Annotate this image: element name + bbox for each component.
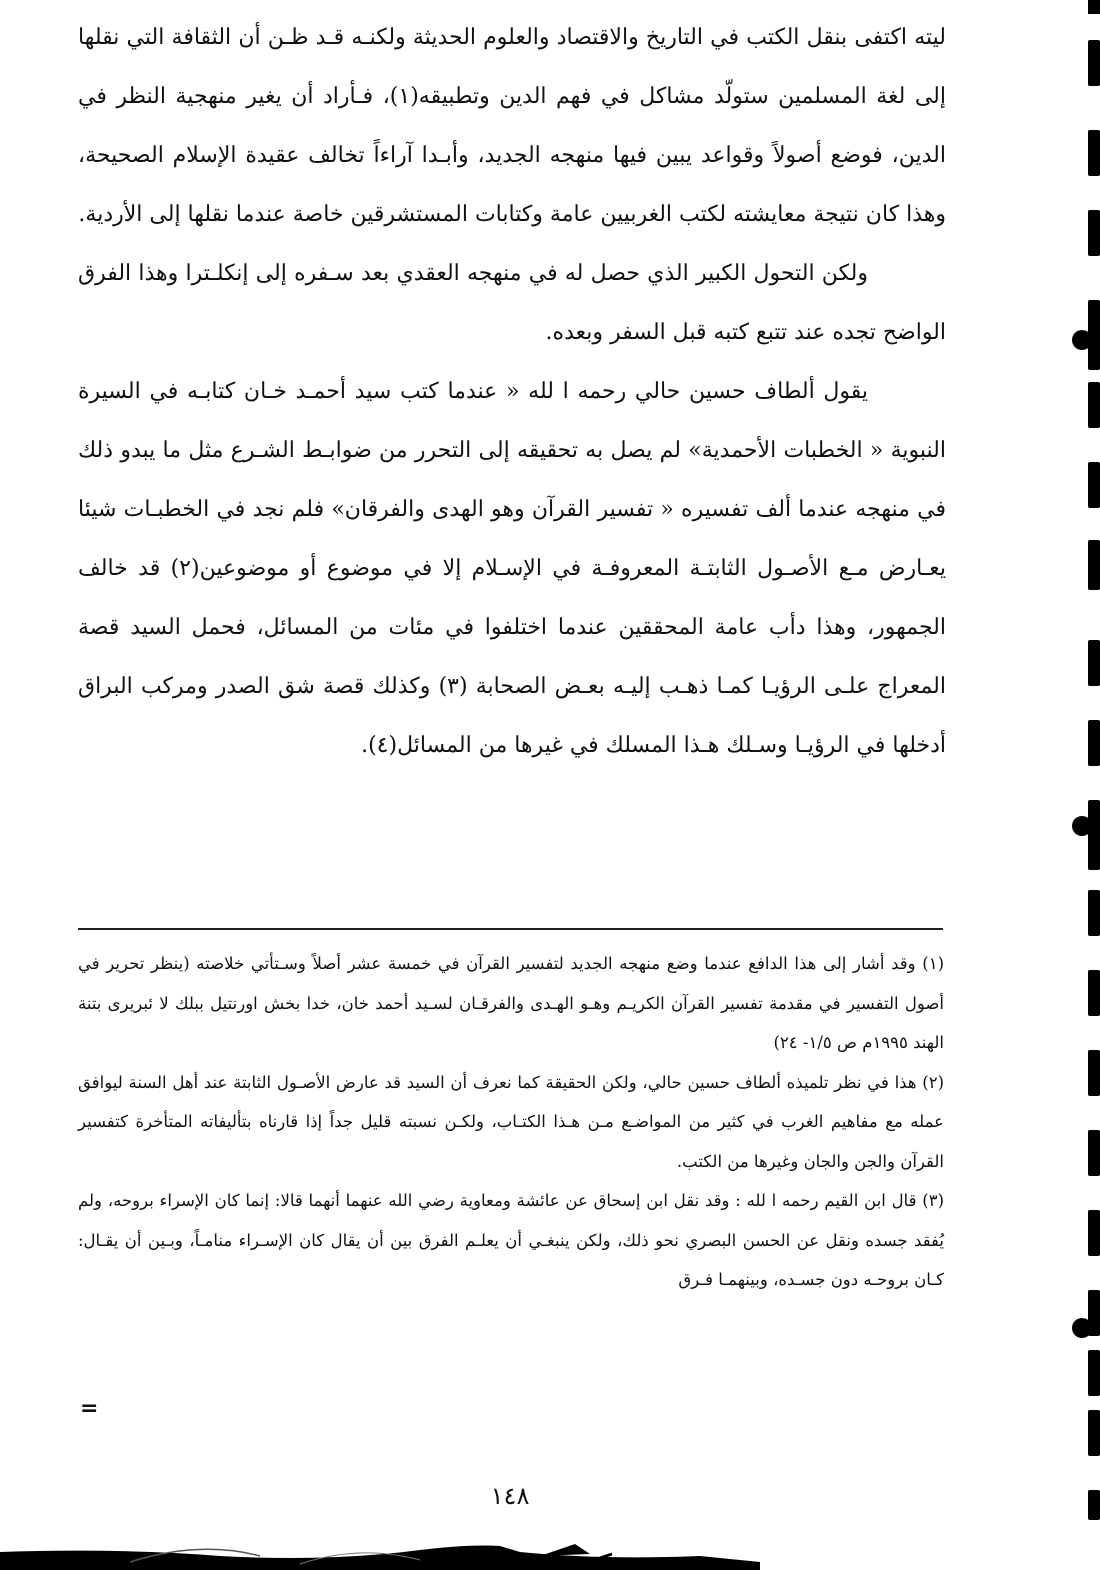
body-paragraph: ليته اكتفى بنقل الكتب في التاريخ والاقتصاد والعلوم الحديثة ولكنـه قـد ظـن أن الثقافة التي نقلها إلى لغة المسلمين ستولّد مشاكل في فهم الدين وتطبيقه(١)، فـأراد أن يغير منهجية النظر في الدين، فوضع أصولاً وقواعد يبين فيها منهجه الجديد، وأبـدا آراءاً تخالف عقيدة الإسلام الصحيحة، وهذا كان نتيجة معايشته لكتب الغربيين عامة وكتابات المستشرقين خاصة عندما نقلها إلى الأردية.: [78, 25, 946, 227]
binder-mark: [1088, 800, 1100, 870]
body-paragraph: ولكن التحول الكبير الذي حصل له في منهجه العقدي بعد سـفره إلى إنكلـترا وهذا الفرق الواضح تجده عند تتبع كتبه قبل السفر وبعده.: [78, 261, 946, 345]
footnote: (١) وقد أشار إلى هذا الدافع عندما وضع منهجه الجديد لتفسير القرآن في خمسة عشر أصلاً وسـتأتي خلاصته (ينظر تحرير في أصول التفسير في مقدمة تفسير القرآن الكريـم وهـو الهـدى والفرقـان لسـيد أحمد خان، خدا بخش اورنتيل ببلك لا ئبريرى بتنة الهند ١٩٩٥م ص ١/٥- ٢٤): [78, 954, 944, 1052]
binder-mark: [1088, 462, 1100, 508]
binder-margin: [1070, 0, 1100, 1570]
page-number: ١٤٨: [490, 1482, 530, 1510]
binder-hole: [1072, 816, 1092, 836]
binder-mark: [1088, 1350, 1100, 1396]
binder-mark: [1088, 382, 1100, 428]
footnote: (٢) هذا في نظر تلميذه ألطاف حسين حالي، ولكن الحقيقة كما نعرف أن السيد قد عارض الأصـول الثابتة عند أهل السنة ليوافق عمله مع مفاهيم الغرب في كثير من المواضـع مـن هـذا الكتـاب، ولكـن نسبته قليل جداً إذا قارناه بتأليفاته المتأخرة كتفسير القرآن والجن والجان وغيرها من الكتب.: [78, 1072, 944, 1171]
binder-mark: [1088, 130, 1100, 176]
binder-mark: [1088, 970, 1100, 1016]
binder-mark: [1088, 1130, 1100, 1176]
binder-hole: [1072, 1318, 1092, 1338]
binder-hole: [1072, 330, 1092, 350]
scan-bottom-edge: [0, 1490, 1100, 1570]
continuation-mark: =: [80, 1396, 99, 1421]
binder-mark: [1088, 1490, 1100, 1520]
binder-mark: [1088, 1210, 1100, 1256]
binder-mark: [1088, 640, 1100, 686]
binder-mark: [1088, 1410, 1100, 1456]
footnotes: [78, 944, 944, 1300]
binder-mark: [1088, 890, 1100, 936]
footnote: (٣) قال ابن القيم رحمه ا لله : وقد نقل ابن إسحاق عن عائشة ومعاوية رضي الله عنهما أنهما قالا: إنما كان الإسراء بروحه، ولم يُفقد جسده ونقل عن الحسن البصري نحو ذلك، ولكن ينبغـي أن يعلـم الفرق بين أن يقال كان الإسـراء منامـاً، وبـين أن يقـال: كـان بروحـه دون جسـده، وبينهمـا فـرق: [78, 1191, 944, 1289]
binder-mark: [1088, 40, 1100, 86]
binder-mark: [1088, 540, 1100, 590]
binder-mark: [1088, 1050, 1100, 1096]
binder-mark: [1088, 720, 1100, 766]
body-paragraph: يقول ألطاف حسين حالي رحمه ا لله « عندما كتب سيد أحمـد خـان كتابـه في السيرة النبوية « الخطبات الأحمدية» لم يصل به تحقيقه إلى التحرر من ضوابـط الشـرع مثل ما يبدو ذلك في منهجه عندما ألف تفسيره « تفسير القرآن وهو الهدى والفرقان» فلم نجد في الخطبـات شيئا يعـارض مـع الأصـول الثابتـة المعروفـة في الإسـلام إلا في موضوع أو موضوعين(٢) قد خالف الجمهور، وهذا دأب عامة المحققين عندما اختلفوا في مئات من المسائل، فحمل السيد قصة المعراج علـى الرؤيـا كمـا ذهـب إليـه بعـض الصحابة (٣) وكذلك قصة شق الصدر ومركب البراق أدخلها في الرؤيـا وسـلك هـذا المسلك في غيرها من المسائل(٤).: [78, 379, 946, 758]
binder-mark: [1088, 0, 1100, 14]
binder-mark: [1088, 210, 1100, 256]
body-text: [78, 8, 946, 775]
footnote-separator: [78, 928, 943, 930]
